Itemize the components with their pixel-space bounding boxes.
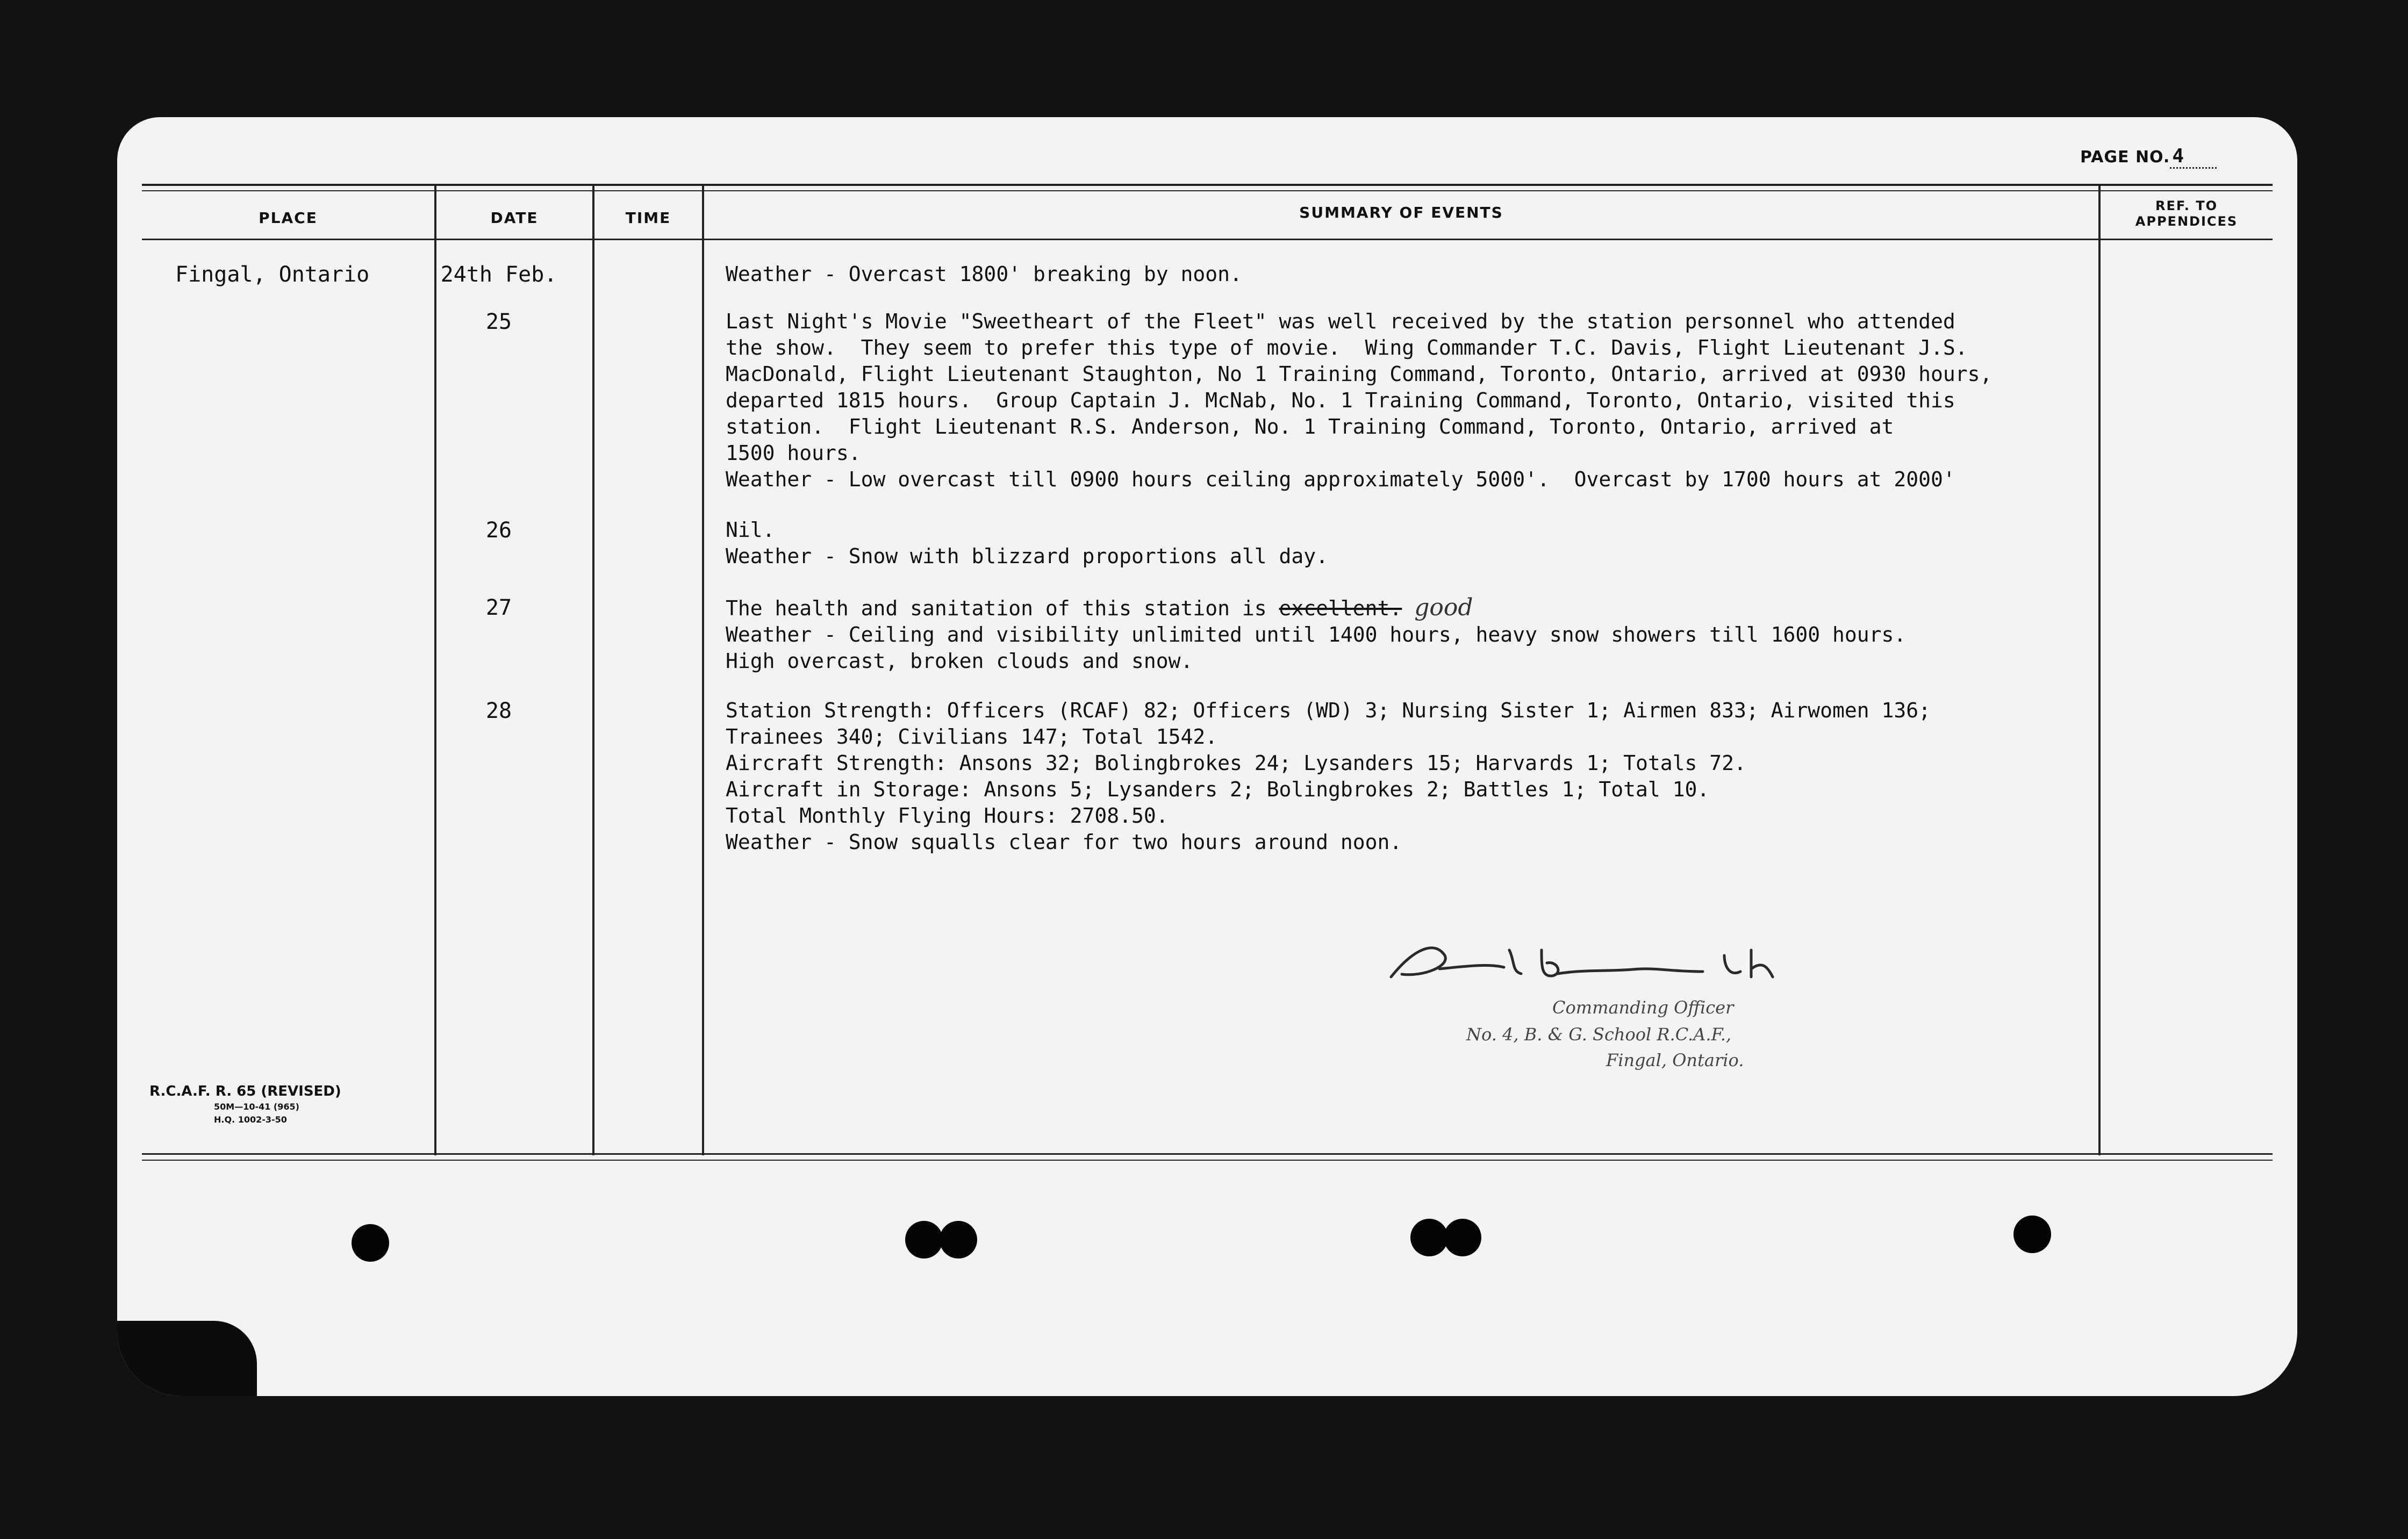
entry-28 — [726, 697, 1931, 855]
diary-form-sheet — [117, 117, 2297, 1396]
entry-line: Aircraft Strength: Ansons 32; Bolingbrokes 24; Lysanders 15; Harvards 1; Totals 72. — [726, 751, 1746, 775]
entry-line: High overcast, broken clouds and snow. — [726, 649, 1193, 673]
form-print-line-2: H.Q. 1002-3-50 — [214, 1114, 287, 1125]
place-value: Fingal, Ontario — [175, 262, 370, 287]
entry-26 — [726, 517, 1328, 570]
header-date: DATE — [490, 209, 539, 227]
punch-hole — [1410, 1219, 1448, 1256]
date-entry-2: 25 — [485, 310, 512, 334]
date-entry-5: 28 — [485, 699, 512, 723]
health-line — [726, 594, 1906, 622]
punch-hole — [352, 1224, 389, 1262]
signature-title: Commanding Officer — [1552, 997, 1734, 1018]
entry-line: Trainees 340; Civilians 147; Total 1542. — [726, 725, 1218, 749]
entry-27 — [726, 594, 1906, 674]
form-code: R.C.A.F. R. 65 (REVISED) — [149, 1083, 341, 1099]
struck-word: excellent. — [1279, 596, 1402, 620]
header-ref-appendices — [2101, 188, 2273, 240]
handwritten-correction: good — [1414, 594, 1473, 621]
page-number-value: 4 — [2170, 145, 2217, 169]
entry-line: Aircraft in Storage: Ansons 5; Lysanders 2; Bolingbrokes 2; Battles 1; Total 10. — [726, 778, 1710, 801]
entry-25 — [726, 308, 1992, 493]
punch-hole — [940, 1221, 977, 1258]
entry-line: Weather - Snow squalls clear for two hours around noon. — [726, 830, 1402, 854]
entry-24 — [726, 261, 1242, 287]
summary-column-divider — [2098, 186, 2101, 1155]
edge-stain — [117, 1321, 257, 1396]
form-print-line-1: 50M—10-41 (965) — [214, 1102, 299, 1112]
punch-hole — [1444, 1219, 1481, 1256]
header-top-rule — [142, 184, 2273, 186]
entry-line: departed 1815 hours. Group Captain J. McNab, No. 1 Training Command, Toronto, Ontario, visited this — [726, 389, 1955, 412]
page-number — [2080, 145, 2217, 167]
entry-line: Weather - Low overcast till 0900 hours ceiling approximately 5000'. Overcast by 1700 hours at 2000' — [726, 468, 1955, 491]
entry-line: Weather - Overcast 1800' breaking by noon. — [726, 262, 1242, 286]
entry-line: MacDonald, Flight Lieutenant Staughton, No 1 Training Command, Toronto, Ontario, arrived at 0930 hours, — [726, 362, 1993, 386]
date-column-divider — [592, 186, 594, 1155]
date-entry-1: 24th Feb. — [440, 262, 557, 287]
time-column-divider — [702, 186, 704, 1155]
entry-line: Weather - Snow with blizzard proportions all day. — [726, 544, 1329, 568]
header-time: TIME — [625, 209, 671, 227]
date-entry-4: 27 — [485, 595, 512, 620]
signature-place: Fingal, Ontario. — [1606, 1050, 1744, 1070]
date-entry-3: 26 — [485, 518, 512, 543]
header-summary: SUMMARY OF EVENTS — [1299, 204, 1503, 222]
signature-unit: No. 4, B. & G. School R.C.A.F., — [1466, 1024, 1732, 1045]
header-ref-line1: REF. TO — [2155, 198, 2218, 214]
page-number-label: PAGE NO. — [2080, 148, 2170, 167]
health-prefix: The health and sanitation of this station is — [726, 596, 1279, 620]
entry-line: Weather - Ceiling and visibility unlimited until 1400 hours, heavy snow showers till 1600 hours. — [726, 623, 1907, 646]
entry-line: Last Night's Movie "Sweetheart of the Fleet" was well received by the station personnel who attended — [726, 310, 1955, 333]
table-bottom-rule — [142, 1153, 2273, 1155]
header-place: PLACE — [259, 209, 318, 227]
entry-line: station. Flight Lieutenant R.S. Anderson, No. 1 Training Command, Toronto, Ontario, arrived at — [726, 415, 1894, 438]
entry-line: Nil. — [726, 518, 775, 542]
entry-line: 1500 hours. — [726, 441, 861, 465]
entry-line: the show. They seem to prefer this type of movie. Wing Commander T.C. Davis, Flight Lieutenant J.S. — [726, 336, 1968, 359]
table-bottom-rule-thin — [142, 1160, 2273, 1161]
punch-hole — [2013, 1216, 2051, 1253]
punch-hole — [905, 1221, 943, 1258]
handwritten-signature — [1380, 918, 1918, 998]
signature-block — [1380, 918, 1972, 1090]
entry-line: Total Monthly Flying Hours: 2708.50. — [726, 804, 1169, 828]
entry-line: Station Strength: Officers (RCAF) 82; Officers (WD) 3; Nursing Sister 1; Airmen 833; Airwomen 136; — [726, 699, 1931, 722]
header-ref-line2: APPENDICES — [2135, 214, 2238, 229]
form-identifier — [149, 1082, 341, 1126]
